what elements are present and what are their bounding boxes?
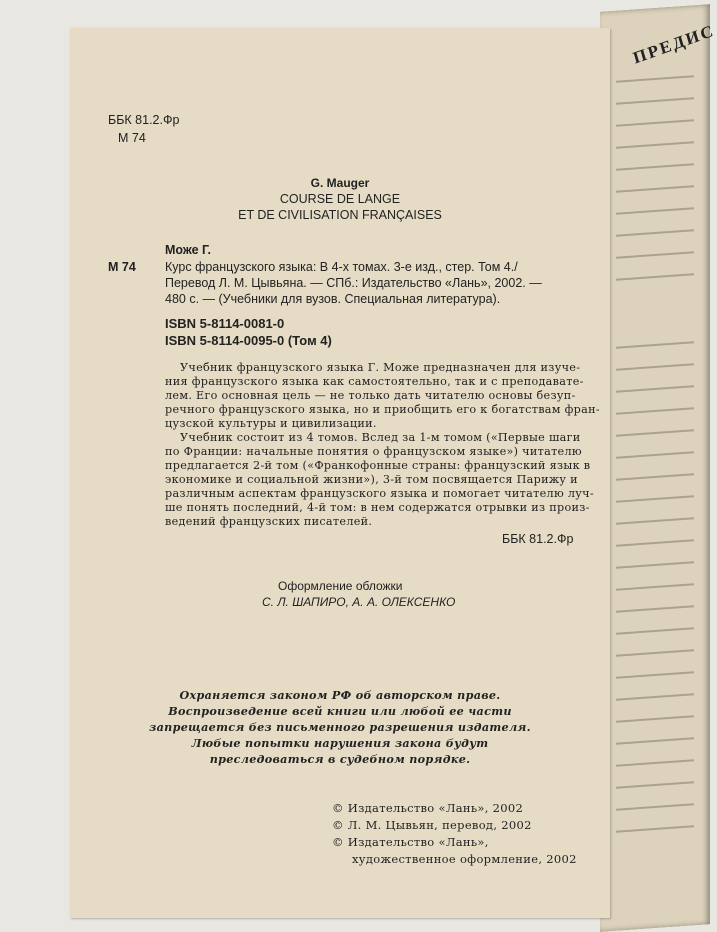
annotation-line: экономике и социальной жизни»), 3-й том посвящается Парижу и (165, 473, 578, 486)
annotation-line: Учебник состоит из 4 томов. Вслед за 1-м томом («Первые шаги (180, 431, 581, 444)
original-title-line-2: ET DE CIVILISATION FRANÇAISES (238, 208, 442, 222)
original-author: G. Mauger (310, 176, 370, 190)
next-page-text-line (616, 141, 694, 148)
copyright-notice-line: запрещается без письменного разрешения издателя. (149, 720, 531, 734)
next-page-text-line (616, 671, 694, 678)
copyright-notice-line: Любые попытки нарушения закона будут (191, 736, 489, 750)
next-page-text-line (616, 473, 694, 480)
next-page-text-line (616, 495, 694, 502)
next-page-text-line (616, 75, 694, 82)
cover-design-label: Оформление обложки (278, 579, 403, 593)
next-page-text-line (616, 251, 694, 258)
copyright-notice-line: Охраняется законом РФ об авторском праве. (179, 688, 501, 702)
next-page-text-line (616, 759, 694, 766)
annotation-line: ведений французских писателей. (165, 515, 373, 528)
next-page-text-line (616, 561, 694, 568)
annotation-line: цузской культуры и цивилизации. (165, 417, 377, 430)
next-page-text-line (616, 207, 694, 214)
copyright-line: © Издательство «Лань», 2002 (332, 801, 524, 815)
cover-design-names: С. Л. ШАПИРО, А. А. ОЛЕКСЕНКО (262, 595, 456, 609)
next-page-text-line (616, 583, 694, 590)
annotation-line: предлагается 2-й том («Франкофонные страны: французский язык в (165, 459, 591, 472)
next-page-text-line (616, 341, 694, 348)
next-page-text-line (616, 407, 694, 414)
bbk-code-bottom: ББК 81.2.Фр (502, 532, 574, 546)
next-page-text-line (616, 517, 694, 524)
copyright-line: художественное оформление, 2002 (352, 852, 577, 866)
next-page-text-line (616, 119, 694, 126)
copyright-line: © Л. М. Цывьян, перевод, 2002 (332, 818, 532, 832)
catalog-author: Може Г. (165, 243, 212, 257)
next-page-text-line (616, 273, 694, 280)
next-page-text-line (616, 385, 694, 392)
next-page-text-line (616, 649, 694, 656)
copyright-notice-line: преследоваться в судебном порядке. (209, 752, 471, 766)
catalog-code: М 74 (108, 260, 136, 274)
next-page-text-line (616, 539, 694, 546)
catalog-desc-line: 480 с. — (Учебники для вузов. Специальная литература). (165, 292, 501, 306)
next-page-text-line (616, 605, 694, 612)
next-page-text-line (616, 185, 694, 192)
catalog-desc-line: Перевод Л. М. Цывьяна. — СПб.: Издательство «Лань», 2002. — (165, 276, 542, 290)
isbn-line: ISBN 5-8114-0095-0 (Том 4) (165, 333, 332, 348)
next-page-text-line (616, 781, 694, 788)
copyright-line: © Издательство «Лань», (332, 835, 489, 849)
next-page-text-line (616, 451, 694, 458)
annotation-line: речного французского языка, но и приобщить его к богатствам фран- (165, 403, 600, 416)
annotation-line: по Франции: начальные понятия о французском языке») читателю (165, 445, 582, 458)
next-page-text-line (616, 737, 694, 744)
next-page-text-line (616, 229, 694, 236)
original-title-line-1: COURSE DE LANGE (279, 192, 401, 206)
annotation-line: лем. Его основная цель — не только дать читателю основы безуп- (165, 389, 576, 402)
isbn-line: ISBN 5-8114-0081-0 (165, 316, 285, 331)
annotation-line: ше понять последний, 4-й том: в нем содержатся отрывки из произ- (165, 501, 590, 514)
copyright-notice-line: Воспроизведение всей книги или любой ее части (168, 704, 512, 718)
next-page-text-line (616, 429, 694, 436)
bbk-code-top: ББК 81.2.Фр (108, 113, 180, 127)
catalog-desc-line: Курс французского языка: В 4-х томах. 3-е изд., стер. Том 4./ (165, 260, 518, 274)
next-page (600, 4, 717, 932)
author-mark-top: М 74 (118, 131, 146, 145)
next-page-title: ПРЕДИС (630, 20, 717, 68)
next-page-text-line (616, 693, 694, 700)
next-page-text-line (616, 163, 694, 170)
next-page-text-line (616, 363, 694, 370)
annotation-line: Учебник французского языка Г. Може предназначен для изуче- (180, 361, 581, 374)
next-page-text-line (616, 627, 694, 634)
next-page-text-line (616, 97, 694, 104)
next-page-text-line (616, 825, 694, 832)
imprint-page (70, 28, 610, 918)
annotation-line: ния французского языка как самостоятельно, так и с преподавате- (165, 375, 584, 388)
next-page-text-line (616, 715, 694, 722)
next-page-text-line (616, 803, 694, 810)
annotation-line: различным аспектам французского языка и помогает читателю луч- (165, 487, 594, 500)
